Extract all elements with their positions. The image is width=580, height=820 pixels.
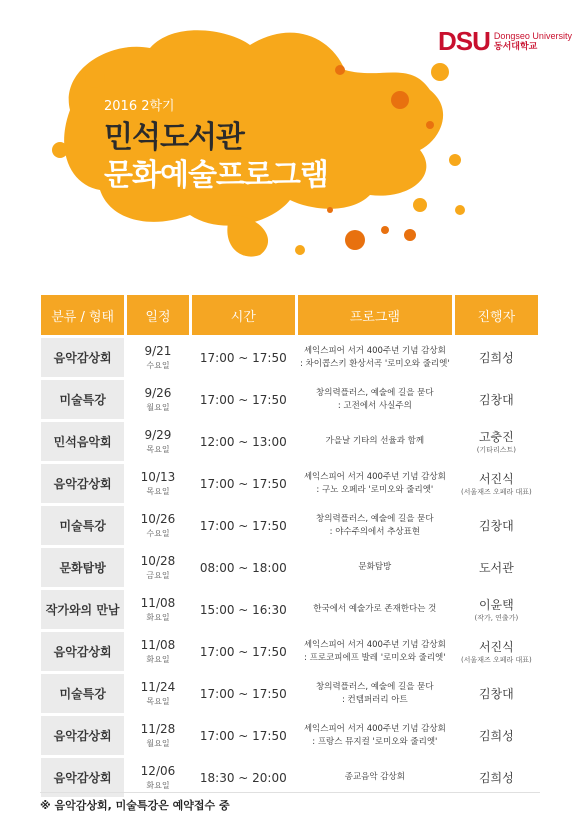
program-subtitle: : 야수주의에서 추상표현 [329,526,421,537]
program-subtitle: : 차이콥스키 환상서곡 '로미오와 줄리엣' [299,358,450,369]
weekday-text: 목요일 [146,445,170,454]
weekday-text: 월요일 [146,739,170,748]
time-cell: 17:00 ~ 17:50 [199,476,287,491]
category-cell: 음악감상회 [41,716,124,755]
category-cell: 민석음악회 [41,422,124,461]
host-name: 서진식 [478,640,514,654]
table-row [41,716,538,755]
date-cell [127,338,188,377]
host-name: 서진식 [478,472,514,486]
header-category: 분류 / 형태 [41,295,124,335]
time-cell: 17:00 ~ 17:50 [199,686,287,701]
header-date: 일정 [127,295,188,335]
program-title: 셰익스피어 서거 400주년 기념 감상회 [303,639,446,650]
date-text: 10/28 [140,554,176,568]
host-description: (작가, 연출가) [474,614,519,622]
table-row [41,590,538,629]
table-row [41,548,538,587]
date-cell [127,380,188,419]
host-name: 김희성 [478,771,514,785]
program-subtitle: : 고전에서 사실주의 [337,400,412,411]
host-cell [455,716,538,755]
weekday-text: 화요일 [146,655,170,664]
table-row [41,422,538,461]
date-cell [127,674,188,713]
date-text: 9/26 [144,386,172,400]
time-cell: 12:00 ~ 13:00 [199,434,287,449]
time-cell: 17:00 ~ 17:50 [199,728,287,743]
table-row [41,464,538,503]
dsu-logo [438,26,572,57]
program-cell [298,380,452,419]
host-cell [455,338,538,377]
host-name: 김창대 [478,393,514,407]
date-text: 9/21 [144,344,172,358]
date-text: 11/24 [140,680,176,694]
divider [40,792,540,793]
header-program: 프로그램 [298,295,452,335]
program-title: 창의력플러스, 예술에 길을 묻다 [316,513,434,524]
host-description: (기타리스트) [476,446,516,454]
program-title: 창의력플러스, 예술에 길을 묻다 [316,681,434,692]
date-text: 11/08 [140,596,176,610]
program-cell [298,590,452,629]
date-text: 12/06 [140,764,176,778]
time-cell: 17:00 ~ 17:50 [199,350,287,365]
weekday-text: 수요일 [146,361,170,370]
program-subtitle: : 컨템퍼러리 아트 [341,694,408,705]
table-row [41,338,538,377]
table-row [41,506,538,545]
date-cell [127,464,188,503]
time-cell: 17:00 ~ 17:50 [199,644,287,659]
program-title: 종교음악 감상회 [344,772,405,782]
host-cell [455,506,538,545]
host-name: 김희성 [478,351,514,365]
date-text: 10/26 [140,512,176,526]
host-name: 김희성 [478,729,514,743]
program-cell [298,506,452,545]
date-text: 11/28 [140,722,176,736]
title-program-name: 문화예술프로그램 [104,158,328,193]
date-cell [127,548,188,587]
program-cell [298,632,452,671]
program-subtitle: : 구노 오페라 '로미오와 줄리엣' [316,484,434,495]
logo-mark: DSU [438,26,490,56]
program-subtitle: : 프로코피에프 발레 '로미오와 줄리엣' [304,652,446,663]
time-cell: 15:00 ~ 16:30 [199,602,287,617]
time-cell: 17:00 ~ 17:50 [199,392,287,407]
category-cell: 문화탐방 [41,548,124,587]
category-cell: 음악감상회 [41,632,124,671]
program-cell [298,464,452,503]
category-cell: 음악감상회 [41,464,124,503]
host-description: (서울재즈 오페라 대표) [460,656,532,664]
date-cell [127,506,188,545]
program-cell [298,716,452,755]
weekday-text: 목요일 [146,487,170,496]
host-cell [455,590,538,629]
header-time: 시간 [192,295,295,335]
reservation-note: ※ 음악감상회, 미술특강은 예약접수 중 [40,799,230,812]
program-title: 셰익스피어 서거 400주년 기념 감상회 [303,345,446,356]
program-title: 창의력플러스, 예술에 길을 묻다 [316,387,434,398]
weekday-text: 월요일 [146,403,170,412]
table-header-row [41,295,538,335]
program-title: 문화탐방 [358,562,392,572]
host-cell [455,464,538,503]
date-cell [127,590,188,629]
weekday-text: 금요일 [146,571,170,580]
host-cell [455,380,538,419]
program-title: 셰익스피어 서거 400주년 기념 감상회 [303,723,446,734]
date-cell [127,632,188,671]
category-cell: 음악감상회 [41,758,124,797]
date-cell [127,716,188,755]
program-title: 한국에서 예술가로 존재한다는 것 [313,604,437,614]
weekday-text: 목요일 [146,697,170,706]
logo-english-name: Dongseo University [493,30,572,41]
host-name: 김창대 [478,519,514,533]
table-row [41,674,538,713]
time-cell: 17:00 ~ 17:50 [199,518,287,533]
host-name: 도서관 [478,561,514,575]
date-text: 9/29 [144,428,172,442]
logo-korean-name: 동서대학교 [493,41,538,52]
category-cell: 음악감상회 [41,338,124,377]
time-cell: 18:30 ~ 20:00 [199,770,287,785]
program-schedule-table [38,292,541,800]
table-row [41,632,538,671]
host-cell [455,548,538,587]
time-cell: 08:00 ~ 18:00 [199,560,287,575]
program-title: 가을날 기타의 선율과 함께 [325,436,425,446]
host-name: 김창대 [478,687,514,701]
date-cell [127,422,188,461]
category-cell: 미술특강 [41,506,124,545]
category-cell: 미술특강 [41,674,124,713]
program-cell [298,338,452,377]
weekday-text: 화요일 [146,613,170,622]
program-title: 셰익스피어 서거 400주년 기념 감상회 [303,471,446,482]
category-cell: 작가와의 만남 [41,590,124,629]
host-cell [455,632,538,671]
title-library-name: 민석도서관 [104,120,244,155]
host-cell [455,422,538,461]
weekday-text: 수요일 [146,529,170,538]
date-text: 11/08 [140,638,176,652]
host-cell [455,674,538,713]
host-name: 이윤택 [478,598,514,612]
program-cell [298,422,452,461]
program-cell [298,674,452,713]
semester-label: 2016 2학기 [104,99,175,114]
header-host: 진행자 [455,295,538,335]
category-cell: 미술특강 [41,380,124,419]
host-name: 고충진 [478,430,514,444]
table-row [41,380,538,419]
program-cell [298,548,452,587]
program-subtitle: : 프랑스 뮤지컬 '로미오와 줄리엣' [312,736,438,747]
date-text: 10/13 [140,470,176,484]
weekday-text: 화요일 [146,781,170,790]
host-description: (서울재즈 오페라 대표) [460,488,532,496]
